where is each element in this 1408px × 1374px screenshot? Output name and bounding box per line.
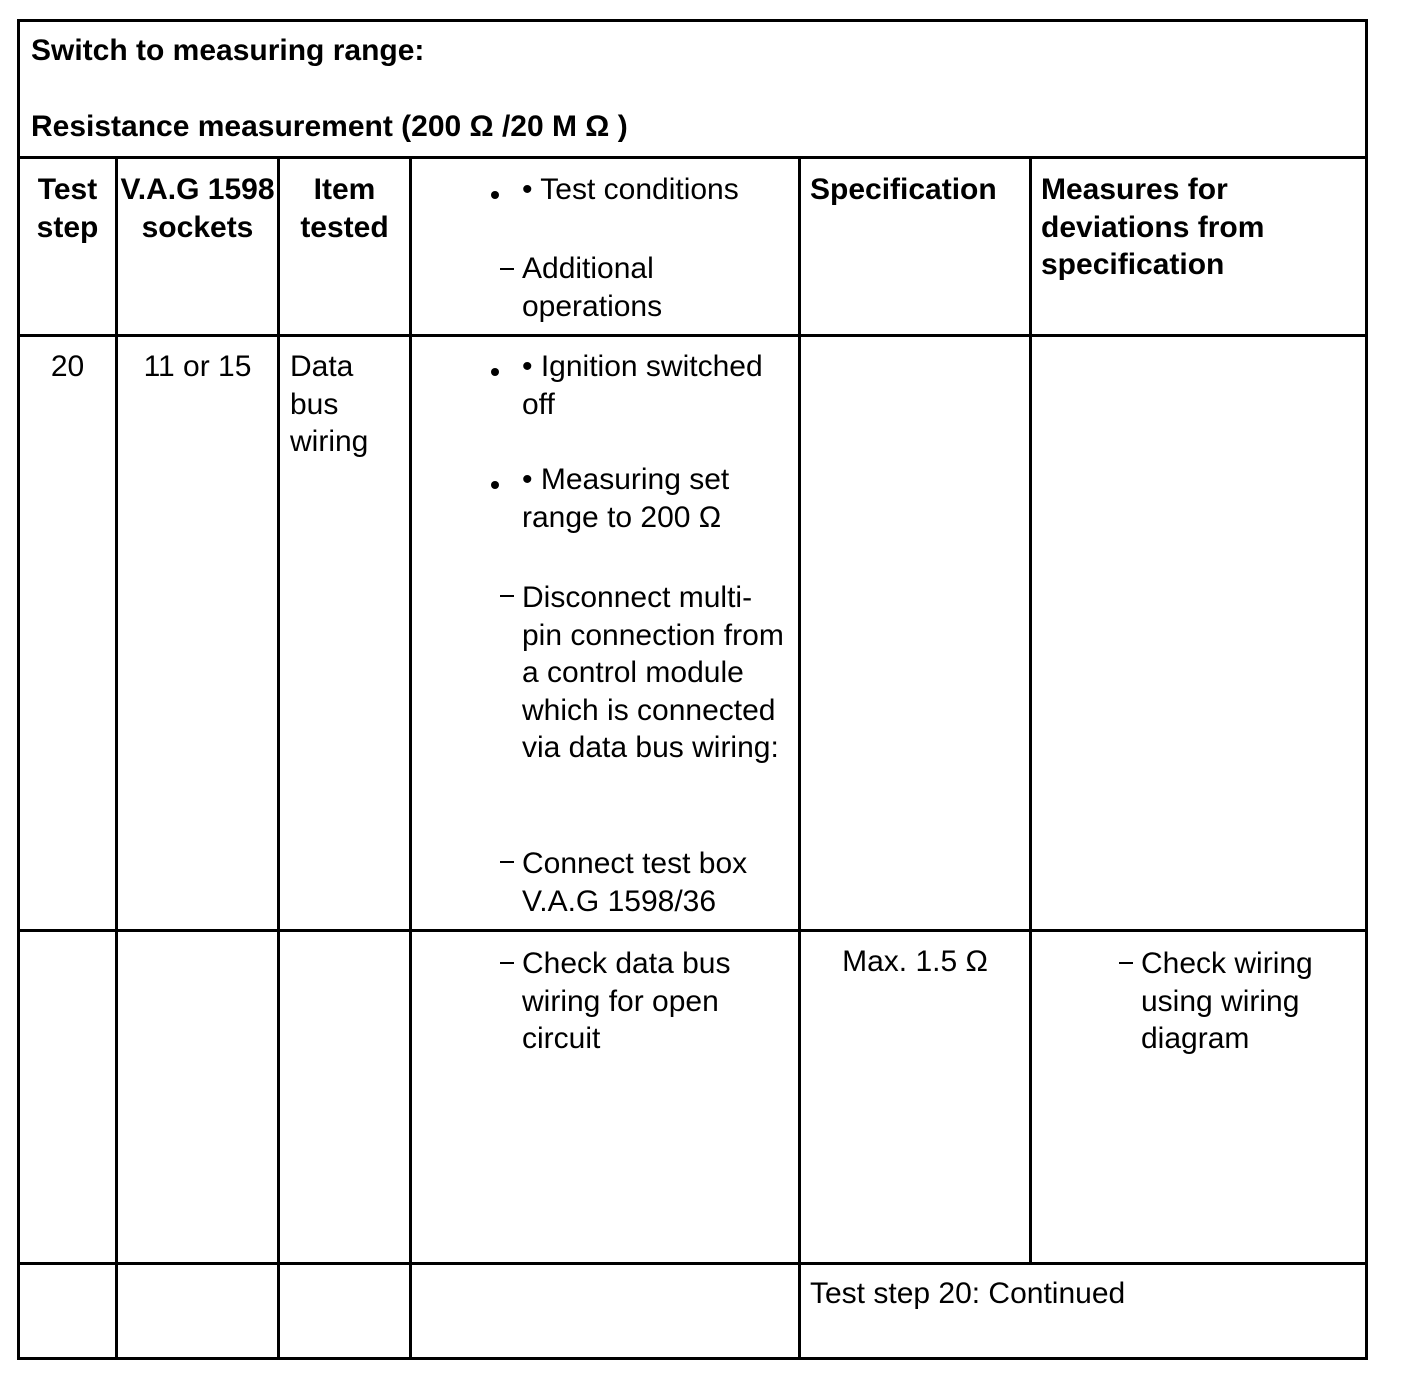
col-divider-4 [798, 156, 801, 1360]
header-sockets: V.A.G 1598 sockets [120, 173, 275, 244]
row1-test-step: 20 [50, 350, 85, 383]
banner-range: Resistance measurement (200 Ω /20 M Ω ) [31, 110, 628, 143]
header-specification: Specification [810, 173, 997, 206]
col-divider-5 [1029, 156, 1032, 1262]
dash-icon [500, 595, 514, 597]
row2-measure-check-wiring: Check wiring using wiring diagram [1141, 947, 1313, 1055]
test-table [17, 19, 1368, 1360]
measuring-range-banner [20, 22, 1365, 159]
row1-bottom-rule [20, 929, 1365, 932]
row1-operation-disconnect: Disconnect multi-pin connection from a control module which is connected via data bus wiring: [522, 581, 784, 764]
row3-continued-note: Test step 20: Continued [810, 1277, 1126, 1310]
header-measures: Measures for deviations from specification [1041, 173, 1265, 281]
row1-condition-measuring-range: • Measuring set range to 200 Ω [522, 463, 730, 534]
bullet-icon [491, 368, 499, 376]
dash-icon [500, 962, 514, 964]
row1-condition-ignition: • Ignition switched off [522, 350, 763, 421]
dash-icon [500, 861, 514, 863]
row1-item-tested: Data bus wiring [290, 350, 369, 458]
col-divider-2 [277, 156, 280, 1360]
header-test-step: Test step [36, 173, 99, 244]
dash-icon [500, 268, 514, 270]
row2-specification: Max. 1.5 Ω [842, 945, 988, 978]
header-additional-operations: Additional operations [522, 252, 663, 323]
row1-operation-connect-test-box: Connect test box V.A.G 1598/36 [522, 847, 748, 918]
bullet-icon [491, 191, 499, 199]
dash-icon [1119, 962, 1133, 964]
header-item-tested: Item tested [300, 173, 389, 244]
header-bottom-rule [20, 334, 1365, 337]
banner-title: Switch to measuring range: [31, 34, 425, 67]
col-divider-3 [409, 156, 412, 1360]
row1-sockets: 11 or 15 [143, 350, 252, 383]
row2-check-open-circuit: Check data bus wiring for open circuit [522, 947, 731, 1055]
col-divider-1 [115, 156, 118, 1360]
header-test-conditions: • Test conditions [522, 173, 739, 206]
bullet-icon [491, 481, 499, 489]
row2-bottom-rule [20, 1262, 1365, 1265]
